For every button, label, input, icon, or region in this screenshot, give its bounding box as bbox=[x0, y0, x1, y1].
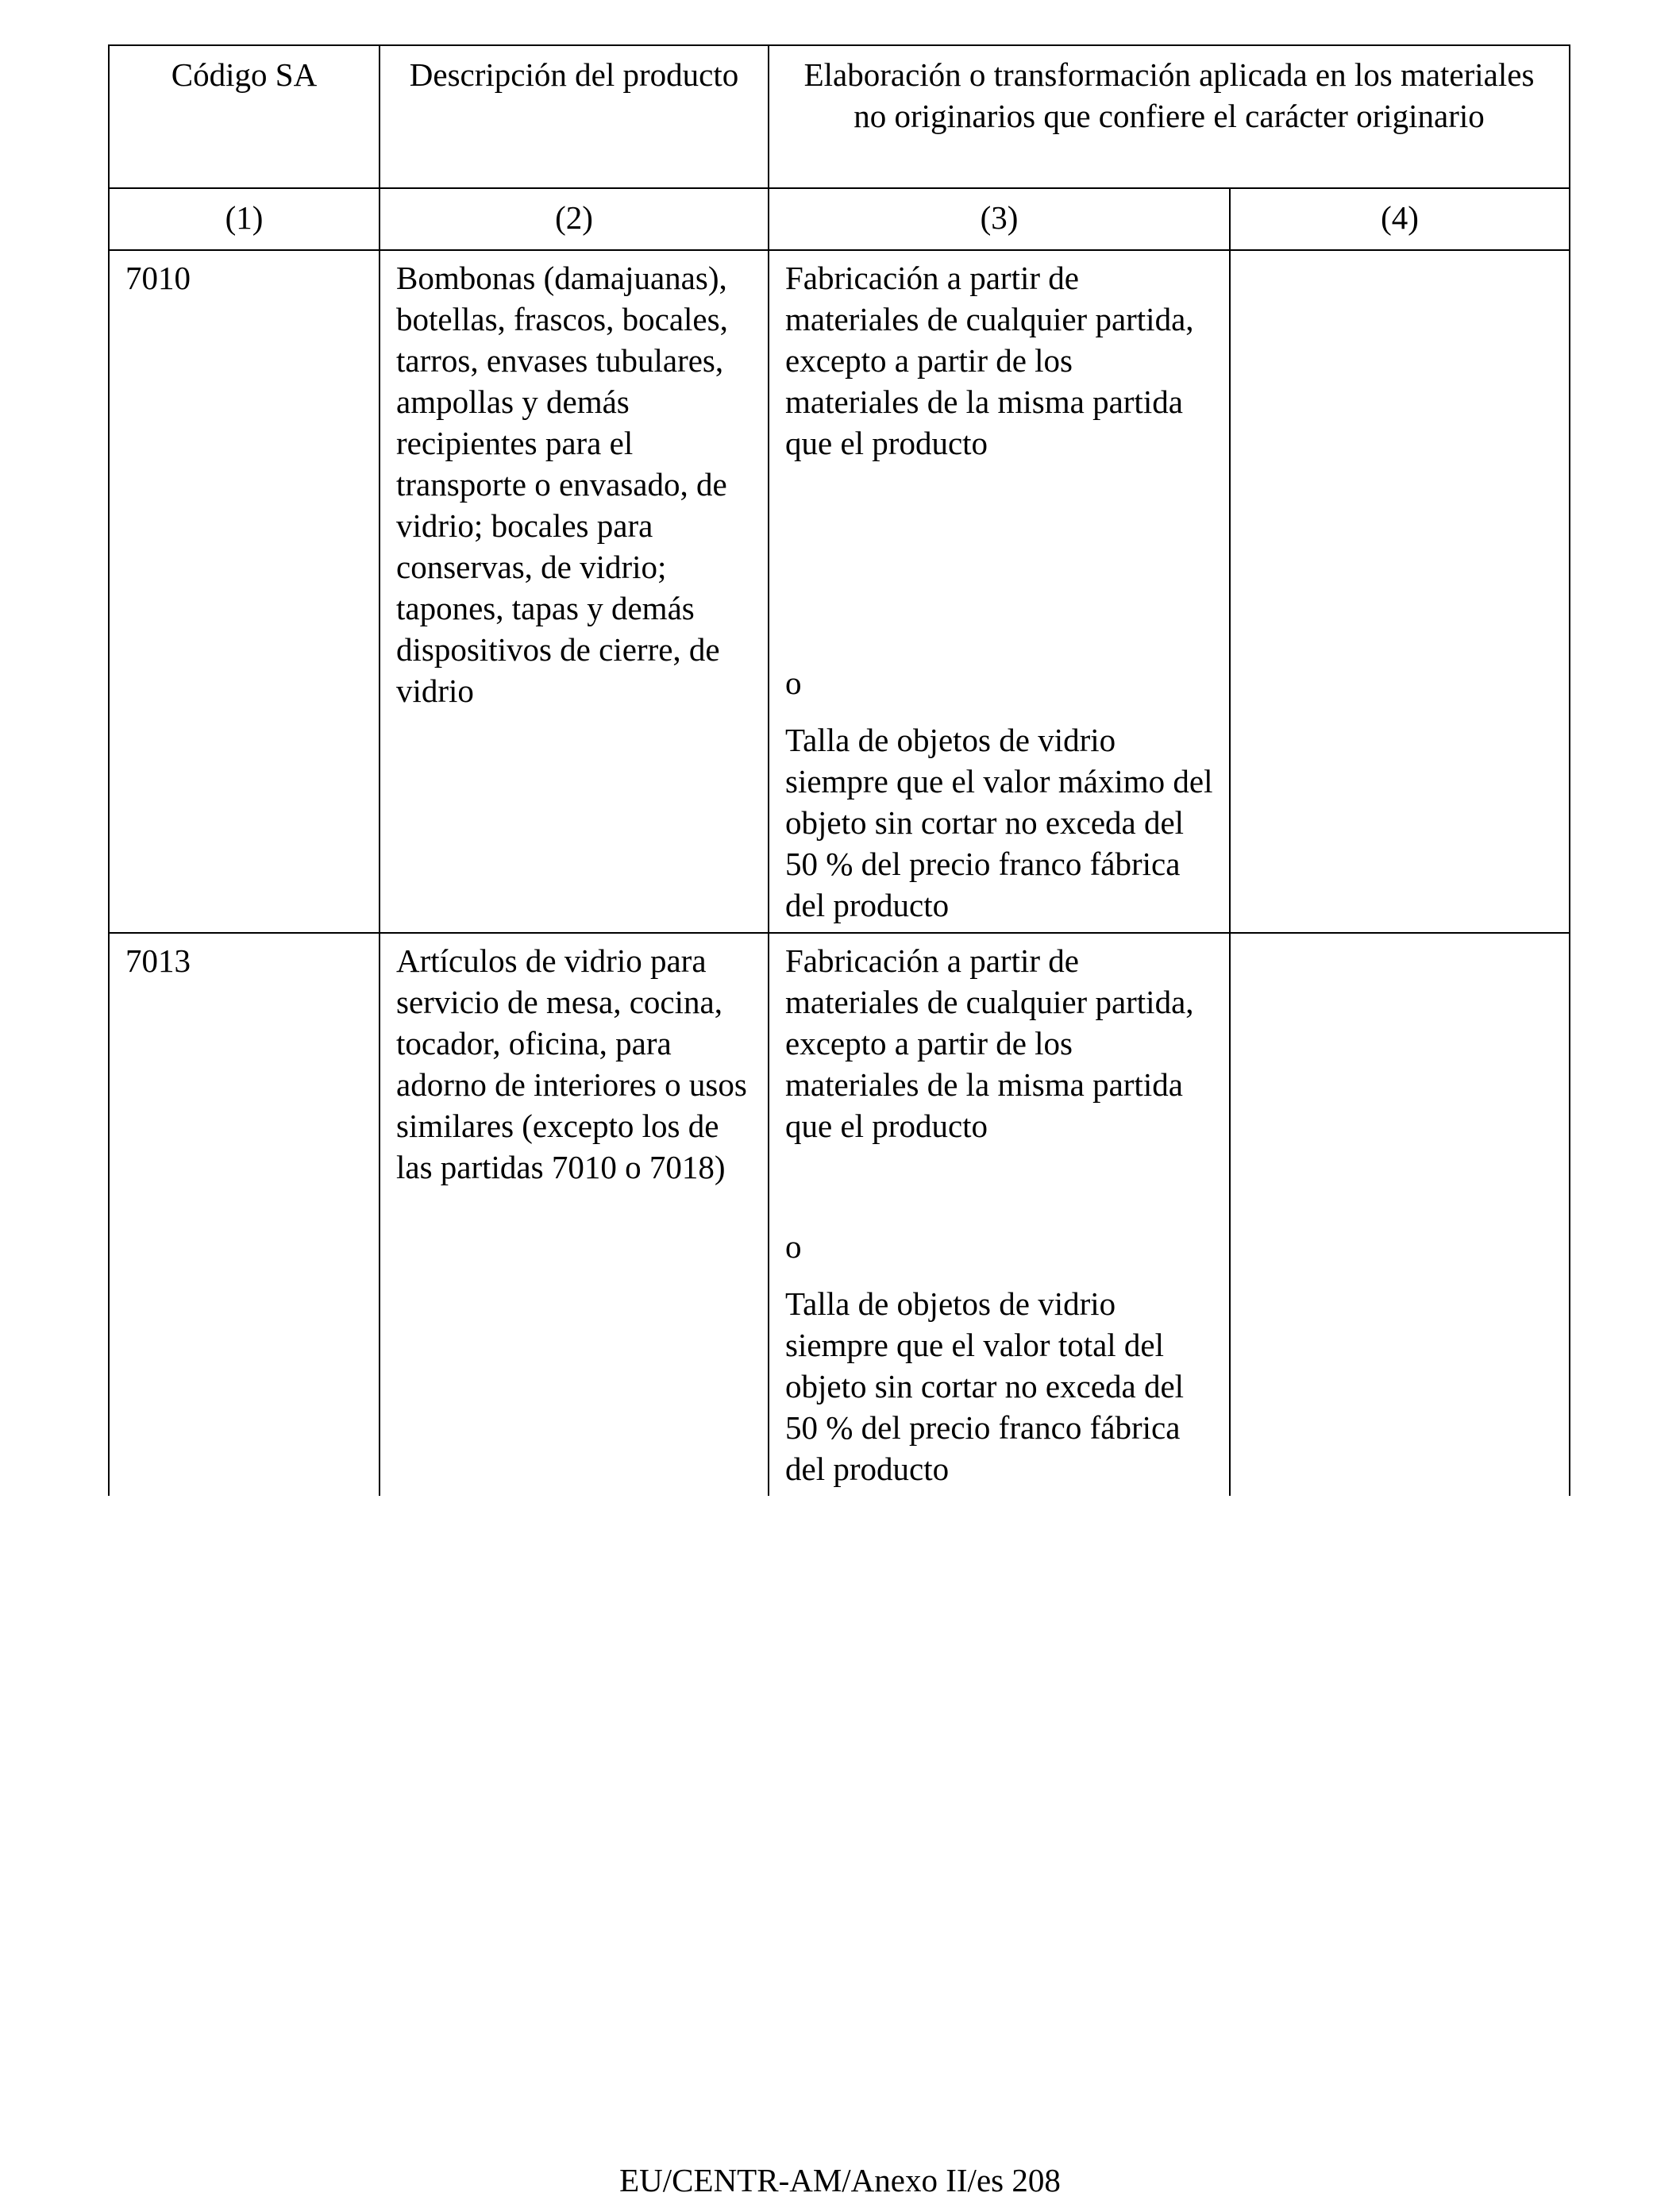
column-number-1: (1) bbox=[109, 188, 380, 250]
row-description: Artículos de vidrio para servicio de mesa, cocina, tocador, oficina, para adorno de interiores o usos similares (excepto los de las partidas 7010 o 7018) bbox=[380, 933, 769, 1496]
column-number-3: (3) bbox=[769, 188, 1230, 250]
rule-option-a: Fabricación a partir de materiales de cualquier partida, excepto a partir de los materiales de la misma partida que el producto bbox=[785, 260, 1194, 461]
row-description: Bombonas (damajuanas), botellas, frascos, bocales, tarros, envases tubulares, ampollas y demás recipientes para el transporte o envasado, de vidrio; bocales para conservas, de vidrio; tapones, tapas y demás dispositivos de cierre, de vidrio bbox=[380, 250, 769, 933]
row-code: 7010 bbox=[109, 250, 380, 933]
rule-or: o bbox=[785, 665, 802, 701]
header-process: Elaboración o transformación aplicada en los materiales no originarios que confiere el carácter originario bbox=[769, 45, 1570, 188]
row-code: 7013 bbox=[109, 933, 380, 1496]
column-number-4: (4) bbox=[1230, 188, 1570, 250]
rule-option-a: Fabricación a partir de materiales de cualquier partida, excepto a partir de los materiales de la misma partida que el producto bbox=[785, 942, 1194, 1144]
row-col4 bbox=[1230, 933, 1570, 1496]
table-row bbox=[109, 933, 1570, 1496]
column-number-row bbox=[109, 188, 1570, 250]
rule-or: o bbox=[785, 1228, 802, 1265]
rule-option-b: Talla de objetos de vidrio siempre que el valor máximo del objeto sin cortar no exceda del 50 % del precio franco fábrica del producto bbox=[785, 722, 1213, 923]
header-code: Código SA bbox=[109, 45, 380, 188]
origin-rules-table bbox=[108, 44, 1570, 1496]
row-process bbox=[769, 933, 1230, 1496]
table-header-row bbox=[109, 45, 1570, 188]
row-process bbox=[769, 250, 1230, 933]
column-number-2: (2) bbox=[380, 188, 769, 250]
table-row bbox=[109, 250, 1570, 933]
rule-option-b: Talla de objetos de vidrio siempre que el valor total del objeto sin cortar no exceda del 50 % del precio franco fábrica del producto bbox=[785, 1285, 1185, 1487]
header-description: Descripción del producto bbox=[380, 45, 769, 188]
page-footer-reference: EU/CENTR-AM/Anexo II/es 208 bbox=[619, 2162, 1061, 2198]
row-col4 bbox=[1230, 250, 1570, 933]
